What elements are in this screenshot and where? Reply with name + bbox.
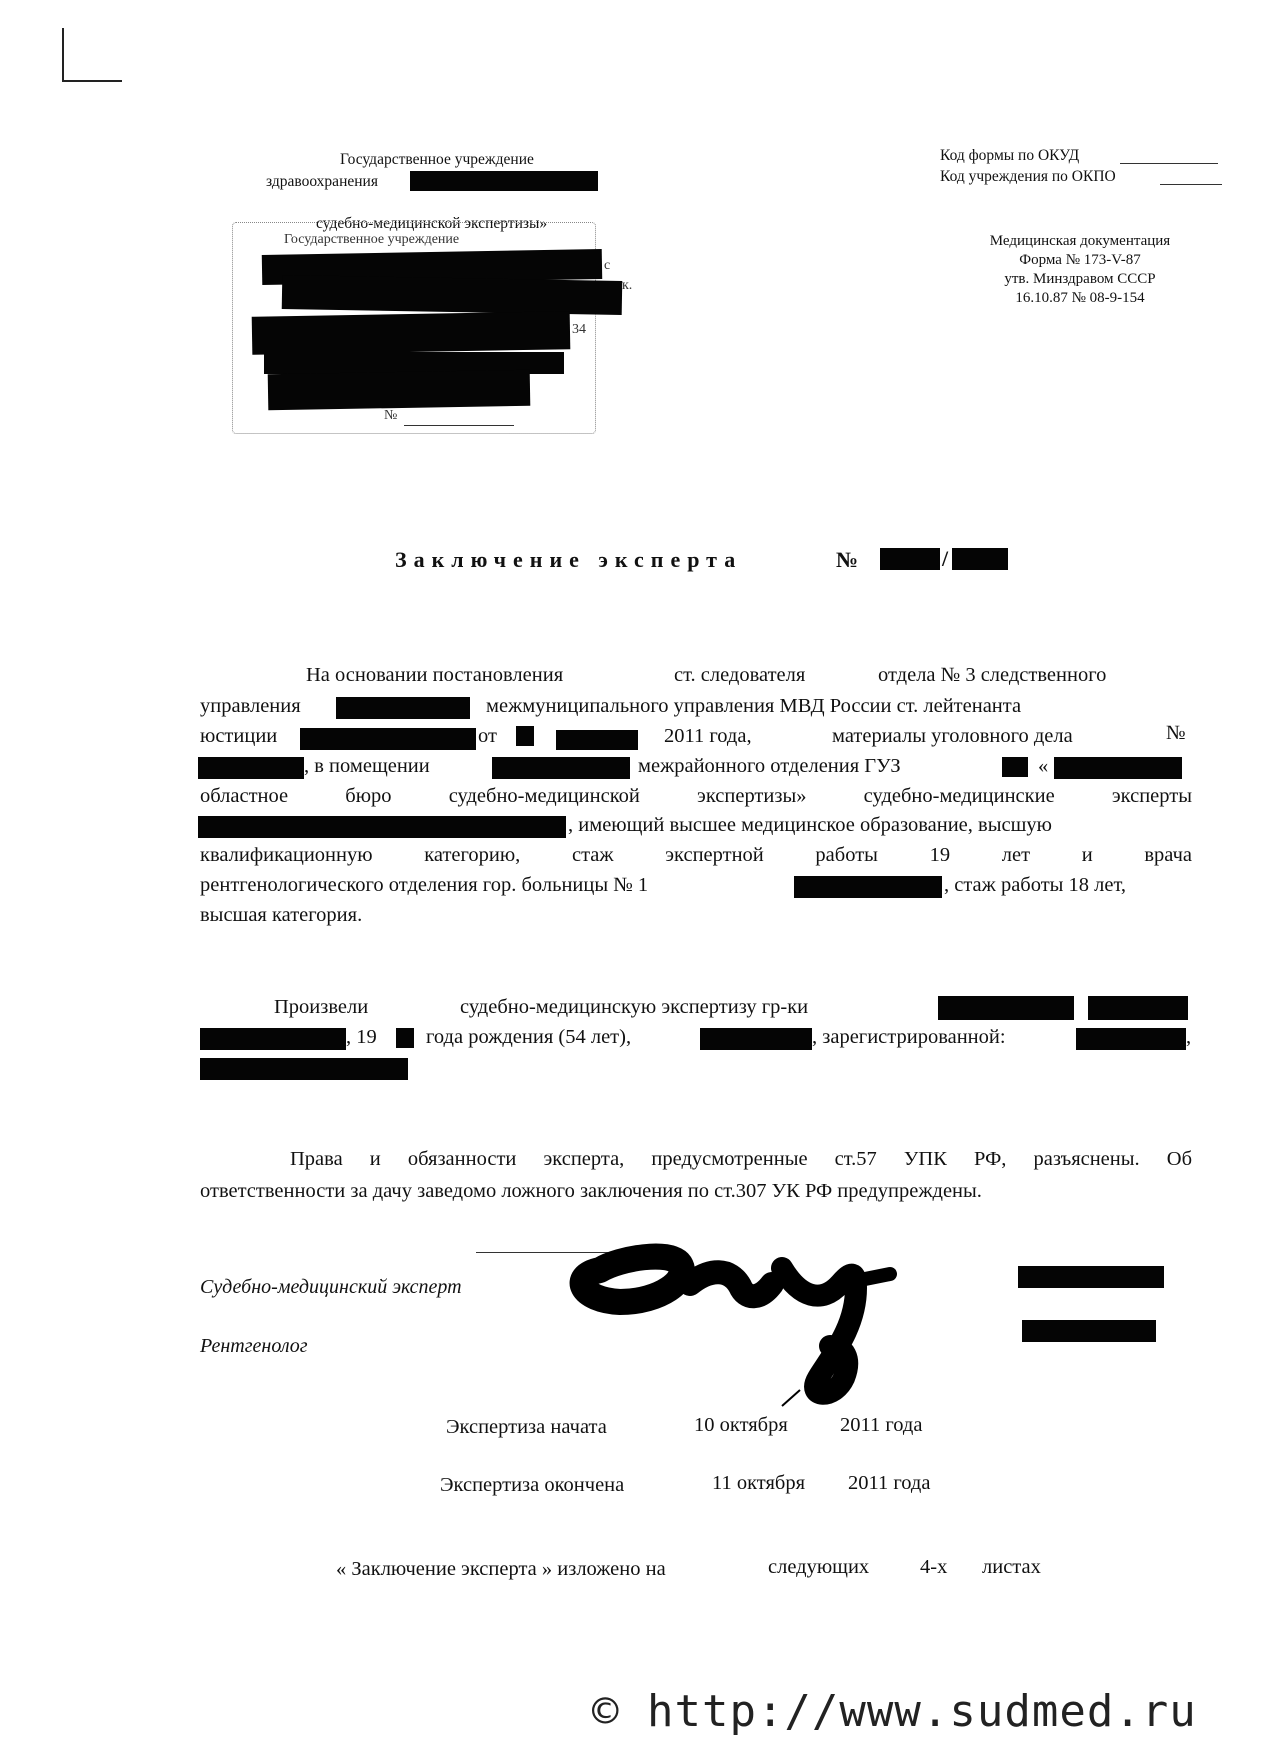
p3-line1: Права и обязанности эксперта, предусмотренные ст.57 УПК РФ, разъяснены. Об xyxy=(290,1148,1192,1170)
redaction xyxy=(268,370,531,411)
p2-line2-b: года рождения (54 лет), xyxy=(426,1026,632,1048)
sheets-word: следующих xyxy=(768,1556,870,1578)
redaction xyxy=(700,1028,812,1050)
med-doc-line-4: 16.10.87 № 08-9-154 xyxy=(1015,290,1145,306)
exam-start-year: 2011 года xyxy=(840,1414,923,1436)
exam-end-label: Экспертиза окончена xyxy=(440,1474,625,1496)
title-number-sign: № xyxy=(836,547,859,572)
institution-line-3: судебно-медицинской экспертизы» xyxy=(316,215,548,232)
okud-blank xyxy=(1120,163,1218,164)
redaction xyxy=(880,548,940,570)
sheets-unit: листах xyxy=(982,1556,1041,1578)
p2-line1-b: судебно-медицинскую экспертизу гр-ки xyxy=(460,996,809,1018)
redaction xyxy=(200,1058,408,1080)
stamp-suffix-number: 34 xyxy=(572,322,586,337)
redaction xyxy=(794,876,942,898)
stamp-line-1: Государственное учреждение xyxy=(284,232,460,247)
redaction xyxy=(938,996,1074,1020)
exam-end-year: 2011 года xyxy=(848,1472,931,1494)
p1-line2-b: межмуниципального управления МВД России ст. лейтенанта xyxy=(486,695,1022,717)
redaction xyxy=(1054,757,1182,779)
redaction xyxy=(1088,996,1188,1020)
title-slash: / xyxy=(942,546,949,571)
p1-line4-c: « xyxy=(1038,755,1049,777)
redaction xyxy=(1002,757,1028,777)
med-doc-line-1: Медицинская документация xyxy=(989,233,1171,249)
redaction xyxy=(300,728,476,750)
redaction xyxy=(200,1028,346,1050)
p1-line8-b: , стаж работы 18 лет, xyxy=(944,874,1127,896)
p1-line2-a: управления xyxy=(200,695,301,717)
redaction xyxy=(198,757,304,779)
p1-line9: высшая категория. xyxy=(200,904,363,926)
okud-label: Код формы по ОКУД xyxy=(940,147,1080,164)
p1-line1-b: ст. следователя xyxy=(674,664,806,686)
redaction xyxy=(252,311,571,355)
redaction xyxy=(516,726,534,746)
stamp-suffix-k: к. xyxy=(622,278,633,293)
p1-line1-c: отдела № 3 следственного xyxy=(878,664,1107,686)
stamp-number-underline xyxy=(404,425,514,426)
p1-line3-e: № xyxy=(1166,722,1186,744)
institution-line-2: здравоохранения xyxy=(266,173,378,190)
expert-label: Судебно-медицинский эксперт xyxy=(200,1276,462,1298)
redaction xyxy=(1076,1028,1186,1050)
scan-corner-mark xyxy=(62,28,122,82)
exam-start-date: 10 октября xyxy=(694,1414,788,1436)
redaction xyxy=(282,275,623,315)
med-doc-line-3: утв. Минздравом СССР xyxy=(1004,271,1156,287)
redaction xyxy=(1022,1320,1156,1342)
p1-line7: квалификационную категорию, стаж экспертной работы 19 лет и врача xyxy=(200,844,1192,866)
medical-documentation-block xyxy=(950,232,1210,308)
redaction xyxy=(1018,1266,1164,1288)
stamp-number-label: № xyxy=(384,408,398,423)
p2-line1-a: Произвели xyxy=(274,996,369,1018)
p3-line2: ответственности за дачу заведомо ложного заключения по ст.307 УК РФ предупреждены. xyxy=(200,1180,982,1202)
institution-line-1: Государственное учреждение xyxy=(340,151,534,168)
sheets-count: 4-х xyxy=(920,1556,948,1578)
stamp-suffix-c: с xyxy=(604,258,611,273)
p2-line2-d: , xyxy=(1186,1026,1192,1048)
p1-line6: , имеющий высшее медицинское образование, высшую xyxy=(568,814,1052,836)
p1-line4-a: , в помещении xyxy=(304,755,430,777)
redaction xyxy=(396,1028,414,1048)
handwritten-signature xyxy=(560,1228,920,1408)
redaction xyxy=(492,757,630,779)
watermark: © http://www.sudmed.ru xyxy=(592,1686,1197,1737)
document-title: Заключение эксперта xyxy=(395,547,743,572)
sheets-note: « Заключение эксперта » изложено на xyxy=(336,1558,666,1580)
p1-line1-a: На основании постановления xyxy=(306,664,564,686)
p1-line3-b: от xyxy=(478,725,497,747)
exam-end-date: 11 октября xyxy=(712,1472,806,1494)
p1-line3-a: юстиции xyxy=(200,725,278,747)
radiologist-label: Рентгенолог xyxy=(200,1335,308,1357)
p1-line8-a: рентгенологического отделения гор. больницы № 1 xyxy=(200,874,649,896)
redaction xyxy=(952,548,1008,570)
med-doc-line-2: Форма № 173-V-87 xyxy=(1019,252,1141,268)
p1-line4-b: межрайонного отделения ГУЗ xyxy=(638,755,901,777)
redaction xyxy=(336,697,470,719)
redaction xyxy=(556,730,638,750)
okpo-blank xyxy=(1160,184,1222,185)
redaction xyxy=(198,816,566,838)
p1-line3-d: материалы уголовного дела xyxy=(832,725,1073,747)
p2-line2-c: , зарегистрированной: xyxy=(812,1026,1006,1048)
p1-line5: областное бюро судебно-медицинской экспертизы» судебно-медицинские эксперты xyxy=(200,785,1192,807)
exam-start-label: Экспертиза начата xyxy=(446,1416,607,1438)
p2-line2-a: , 19 xyxy=(346,1026,377,1048)
redaction xyxy=(410,171,598,191)
p1-line3-c: 2011 года, xyxy=(664,725,752,747)
okpo-label: Код учреждения по ОКПО xyxy=(940,168,1116,185)
